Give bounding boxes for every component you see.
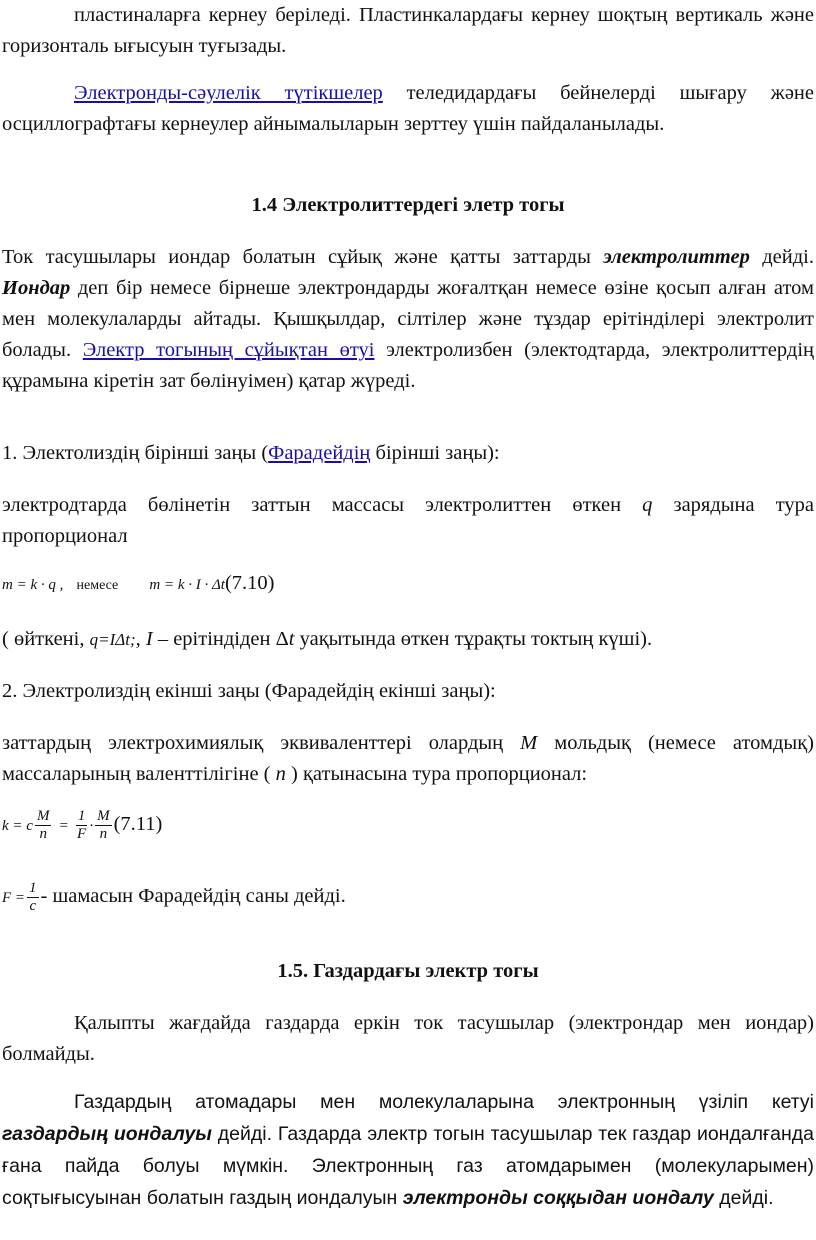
link-current-through-liquid[interactable]: Электр тогының сұйықтан өтуі <box>82 339 375 361</box>
text-segment: мольдық (немесе атомдық) массаларының валенттілігіне ( <box>2 732 814 785</box>
formula-7-11 <box>2 808 814 843</box>
term-gas-ionization: газдардың иондалуы <box>2 1123 212 1145</box>
paragraph-second-law <box>2 728 814 790</box>
fraction-1-over-F <box>76 808 88 843</box>
text-segment: дейді. <box>713 1187 774 1209</box>
text-segment: ( өйткені, <box>2 628 90 650</box>
text-segment: – ерітіндіден Δ <box>152 628 289 650</box>
text-segment: 1. Электолиздің бірінші заңы ( <box>2 442 269 464</box>
fraction-numerator: 1 <box>77 808 86 824</box>
symbol-M: M <box>520 732 538 754</box>
fraction-denominator: F <box>76 826 87 842</box>
symbol-t: t <box>288 628 295 650</box>
faraday-constant-line <box>2 880 814 915</box>
paragraph-electrolytes <box>2 242 814 397</box>
text-segment: электродтарда бөлінетін заттын массасы электролиттен өткен <box>2 494 643 516</box>
paragraph-plates-text: пластиналарға кернеу беріледі. Пластинкалардағы кернеу шоқтың вертикаль және горизонталь ығысуын туғызады. <box>2 4 814 57</box>
paragraph-first-law <box>2 490 814 552</box>
text-segment: дейді. Газдарда электр тогын тасушылар тек газдар иондалғанда ғана пайда болуы мүмкін. Электронның газ атомдарымен (молекуларымен) соқтығысуынан болатын газдың иондалуын <box>2 1123 815 1209</box>
faraday-constant-text: - шамасын Фарадейдің саны дейді. <box>40 885 346 908</box>
text-segment: дейді. <box>749 246 814 268</box>
text-segment: Ток тасушылары иондар болатын сұйық және қатты заттарды <box>2 246 604 268</box>
fraction-M-over-n-2 <box>95 808 112 843</box>
text-segment: Қалыпты жағдайда газдарда еркін ток тасушылар (электрондар мен иондар) болмайды. <box>2 1012 814 1065</box>
fraction-M-over-n <box>35 808 52 843</box>
text-segment: бірінші заңы): <box>370 442 500 464</box>
fraction-1-over-c <box>27 880 39 915</box>
fraction-denominator: n <box>39 826 47 842</box>
equation-number-7-11: (7.11) <box>113 813 163 836</box>
text-segment: уақытында өткен тұрақты токтың күші). <box>294 628 653 650</box>
link-faraday[interactable]: Фарадейдің <box>268 442 371 464</box>
second-law-title <box>2 676 814 707</box>
formula-q-it: q=IΔt; <box>89 630 136 649</box>
fraction-denominator: n <box>99 826 108 842</box>
paragraph-gas-ionization <box>2 1086 814 1214</box>
text-segment: зарядына тура пропорционал <box>2 494 815 547</box>
paragraph-gases-normal <box>2 1008 814 1070</box>
text-segment: Газдардың атомадары мен молекулаларына электронның үзіліп кетуі <box>74 1091 814 1113</box>
formula-k-c: k = c <box>2 818 33 835</box>
paragraph-plates <box>2 0 814 62</box>
first-law-title <box>2 438 814 469</box>
formula-word-or: немесе <box>76 578 119 593</box>
equation-number-7-10: (7.10) <box>224 572 275 594</box>
term-ions: Иондар <box>2 277 71 299</box>
fraction-denominator: c <box>29 898 37 914</box>
text-segment: , <box>135 628 146 650</box>
fraction-numerator: M <box>36 808 50 824</box>
heading-electrolytes: 1.4 Электролиттердегі элетр тогы <box>251 194 565 216</box>
paragraph-crt-text: теледидардағы бейнелерді шығару және осциллографтағы кернеулер айнымалыларын зерттеу үшін пайдаланылады. <box>2 82 814 135</box>
formula-7-10 <box>2 568 814 601</box>
link-crt[interactable]: Электронды-сәулелік түтікшелер <box>74 82 383 104</box>
term-electron-impact-ionization: электронды соққыдан иондалу <box>402 1187 714 1209</box>
text-segment: электролизбен (электодтарда, электролиттердің құрамына кіретін зат бөлінуімен) қатар жүреді. <box>2 339 814 392</box>
text-segment: 2. Электролиздің екінші заңы (Фарадейдің екінші заңы): <box>2 680 496 702</box>
symbol-q: q <box>642 494 653 516</box>
text-segment: ) қатынасына тура пропорционал: <box>285 763 588 785</box>
symbol-n: n <box>275 763 286 785</box>
text-segment: деп бір немесе бірнеше электрондарды жоғалтқан немесе өзіне қосып алған атом мен молекулаларды айтады. Қышқылдар, сілтілер және тұздар ерітінділері электролит болады. <box>2 277 814 361</box>
heading-gases: 1.5. Газдардағы электр тогы <box>277 960 539 982</box>
formula-F: F = <box>2 890 26 907</box>
text-segment: заттардың электрохимиялық эквиваленттері олардың <box>2 732 521 754</box>
formula-rhs: m = k · I · Δt <box>149 577 225 593</box>
paragraph-since <box>2 624 814 655</box>
paragraph-crt <box>2 78 814 140</box>
fraction-numerator: 1 <box>29 880 37 896</box>
formula-equals: = <box>58 818 69 835</box>
term-electrolytes: электролиттер <box>603 246 750 268</box>
fraction-numerator: M <box>97 808 110 824</box>
formula-dot: · <box>89 818 94 835</box>
symbol-I: I <box>145 628 153 650</box>
formula-lhs: m = k · q , <box>2 577 64 593</box>
